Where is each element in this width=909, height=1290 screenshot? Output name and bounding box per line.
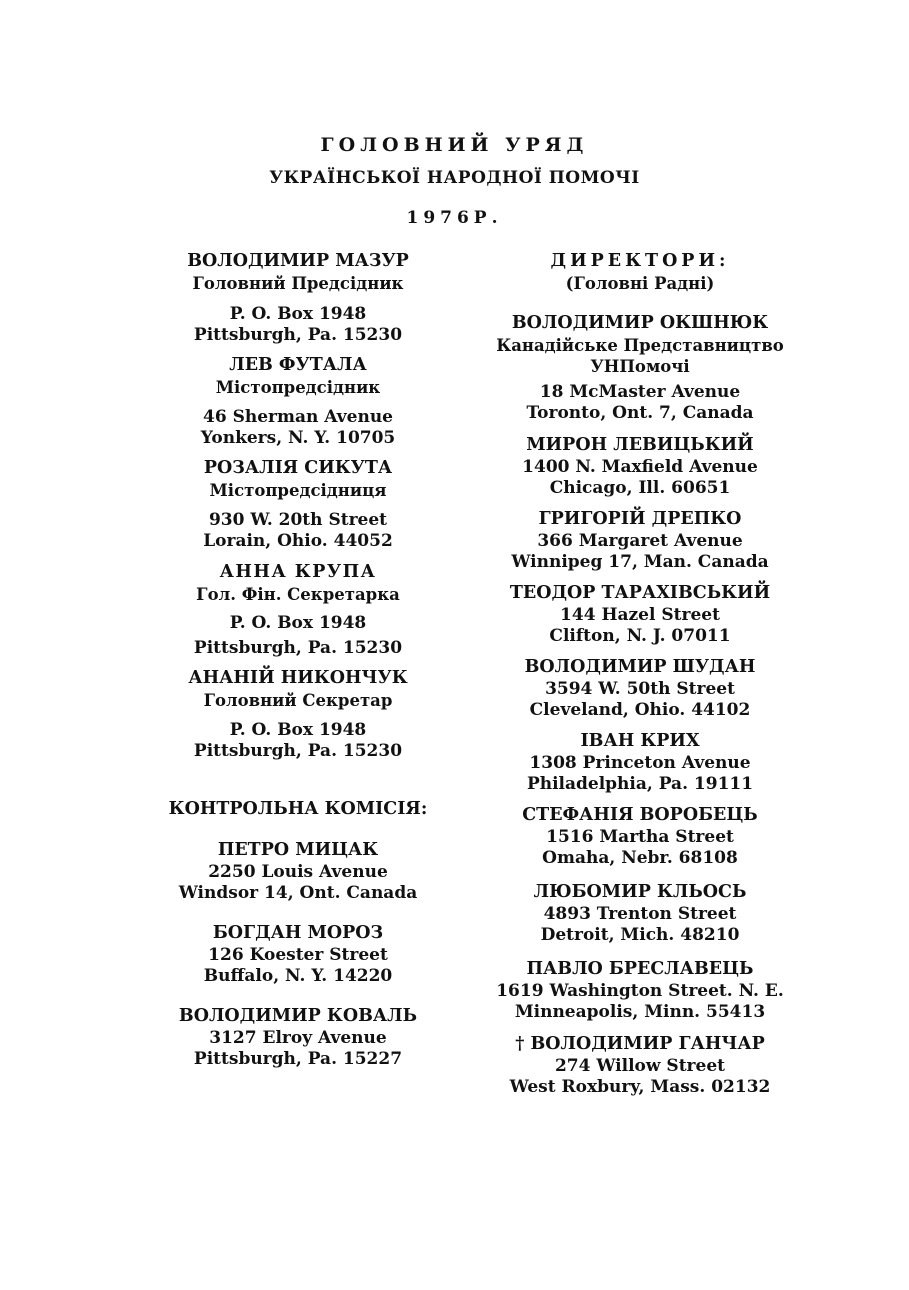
director-address-line1: 274 Willow Street — [554, 1056, 726, 1076]
officer-entry — [148, 354, 448, 449]
director-address-line1: 1308 Princeton Avenue — [529, 753, 751, 773]
officer-role: Містопредсідниця — [209, 481, 387, 500]
director-role-line2: УНПомочі — [590, 357, 690, 376]
control-member-entry — [148, 839, 448, 904]
director-address-line1: 366 Margaret Avenue — [537, 531, 743, 551]
director-name: ІВАН КРИХ — [580, 731, 700, 751]
page-year: 1976Р. — [406, 208, 503, 228]
director-address-line2: Philadelphia, Pa. 19111 — [526, 774, 754, 794]
officer-entry — [148, 667, 448, 762]
director-address-line2: Minneapolis, Minn. 55413 — [514, 1002, 766, 1022]
director-name: МИРОН ЛЕВИЦЬКИЙ — [526, 435, 754, 455]
control-member-entry — [148, 922, 448, 987]
director-entry — [488, 1033, 792, 1098]
officer-entry — [148, 250, 448, 346]
director-address-line1: 3594 W. 50th Street — [545, 679, 735, 699]
control-member-name: ВОЛОДИМИР КОВАЛЬ — [178, 1006, 418, 1026]
officer-address-line1: P. O. Box 1948 — [229, 720, 367, 740]
director-address-line2: Chicago, Ill. 60651 — [549, 478, 731, 498]
director-name: ЛЮБОМИР КЛЬОСЬ — [533, 882, 747, 902]
director-name: ВОЛОДИМИР ШУДАН — [524, 657, 756, 677]
officer-entry — [148, 457, 448, 552]
officer-address-line2: Lorain, Ohio. 44052 — [203, 531, 393, 551]
officer-role: Гол. Фін. Секретарка — [196, 585, 400, 604]
officer-role: Головний Секретар — [203, 691, 393, 710]
director-address-line1: 1619 Washington Street. N. E. — [496, 981, 784, 1001]
officer-address-line1: 46 Sherman Avenue — [203, 407, 393, 427]
director-name: ТЕОДОР ТАРАХІВСЬКИЙ — [509, 583, 771, 603]
director-entry — [488, 582, 792, 647]
director-address-line2: Cleveland, Ohio. 44102 — [529, 700, 751, 720]
director-address-line1: 1516 Martha Street — [546, 827, 734, 847]
page-title: ГОЛОВНИЙ УРЯД — [320, 134, 589, 156]
director-entry — [488, 656, 792, 721]
director-entry — [488, 730, 792, 795]
officer-address-line2: Pittsburgh, Pa. 15230 — [193, 325, 403, 345]
directors-column — [488, 250, 792, 1098]
officer-address-line1: 930 W. 20th Street — [208, 510, 388, 530]
officer-name: АННА КРУПА — [219, 562, 377, 582]
director-address-line2: Detroit, Mich. 48210 — [540, 925, 740, 945]
director-address-line2: Winnipeg 17, Man. Canada — [511, 552, 769, 572]
officer-name: РОЗАЛІЯ СИКУТА — [203, 458, 393, 478]
officer-address-line2: Yonkers, N. Y. 10705 — [200, 428, 396, 448]
director-name: † ВОЛОДИМИР ГАНЧАР — [515, 1034, 765, 1054]
director-address-line2: Clifton, N. J. 07011 — [549, 626, 731, 646]
officer-address-line2: Pittsburgh, Pa. 15230 — [193, 741, 403, 761]
director-address-line1: 4893 Trenton Street — [543, 904, 737, 924]
officer-name: ЛЕВ ФУТАЛА — [229, 355, 367, 375]
control-member-address-line1: 2250 Louis Avenue — [208, 862, 388, 882]
page-subtitle: УКРАЇНСЬКОЇ НАРОДНОЇ ПОМОЧІ — [269, 168, 640, 188]
directors-subheading: (Головні Радні) — [565, 274, 715, 293]
officer-address-line1: P. O. Box 1948 — [229, 613, 367, 633]
director-entry — [488, 312, 792, 424]
director-address-line2: Toronto, Ont. 7, Canada — [526, 403, 754, 423]
control-member-address-line1: 126 Koester Street — [208, 945, 388, 965]
directors-heading: ДИРЕКТОРИ: — [550, 251, 730, 271]
control-member-entry — [148, 1005, 448, 1070]
director-entry — [488, 881, 792, 946]
director-entry — [488, 508, 792, 573]
director-address-line2: West Roxbury, Mass. 02132 — [509, 1077, 771, 1097]
officer-name: ВОЛОДИМИР МАЗУР — [187, 251, 409, 271]
officer-entry — [148, 561, 448, 659]
director-address-line1: 1400 N. Maxfield Avenue — [522, 457, 758, 477]
officer-address-line1: P. O. Box 1948 — [229, 304, 367, 324]
officer-name: АНАНІЙ НИКОНЧУК — [188, 668, 408, 688]
officer-role: Головний Предсідник — [192, 274, 404, 293]
officers-column — [148, 250, 448, 1070]
director-entry — [488, 434, 792, 499]
director-address-line2: Omaha, Nebr. 68108 — [542, 848, 738, 868]
director-name: ВОЛОДИМИР ОКШНЮК — [511, 313, 769, 333]
control-member-address-line1: 3127 Elroy Avenue — [209, 1028, 387, 1048]
director-role: Канадійське Представництво — [496, 336, 784, 355]
director-name: ГРИГОРІЙ ДРЕПКО — [538, 509, 742, 529]
director-address-line1: 18 McMaster Avenue — [539, 382, 741, 402]
officer-role: Містопредсідник — [215, 378, 381, 397]
control-member-address-line2: Pittsburgh, Pa. 15227 — [193, 1049, 403, 1069]
director-entry — [488, 958, 792, 1023]
director-name: ПАВЛО БРЕСЛАВЕЦЬ — [526, 959, 754, 979]
control-member-name: БОГДАН МОРОЗ — [212, 923, 384, 943]
control-member-address-line2: Windsor 14, Ont. Canada — [178, 883, 418, 903]
director-address-line1: 144 Hazel Street — [560, 605, 720, 625]
officer-address-line2: Pittsburgh, Pa. 15230 — [193, 638, 403, 658]
director-name: СТЕФАНІЯ ВОРОБЕЦЬ — [522, 805, 758, 825]
control-commission-heading: КОНТРОЛЬНА КОМІСІЯ: — [168, 799, 428, 819]
control-member-address-line2: Buffalo, N. Y. 14220 — [203, 966, 393, 986]
control-member-name: ПЕТРО МИЦАК — [217, 840, 379, 860]
director-entry — [488, 804, 792, 869]
